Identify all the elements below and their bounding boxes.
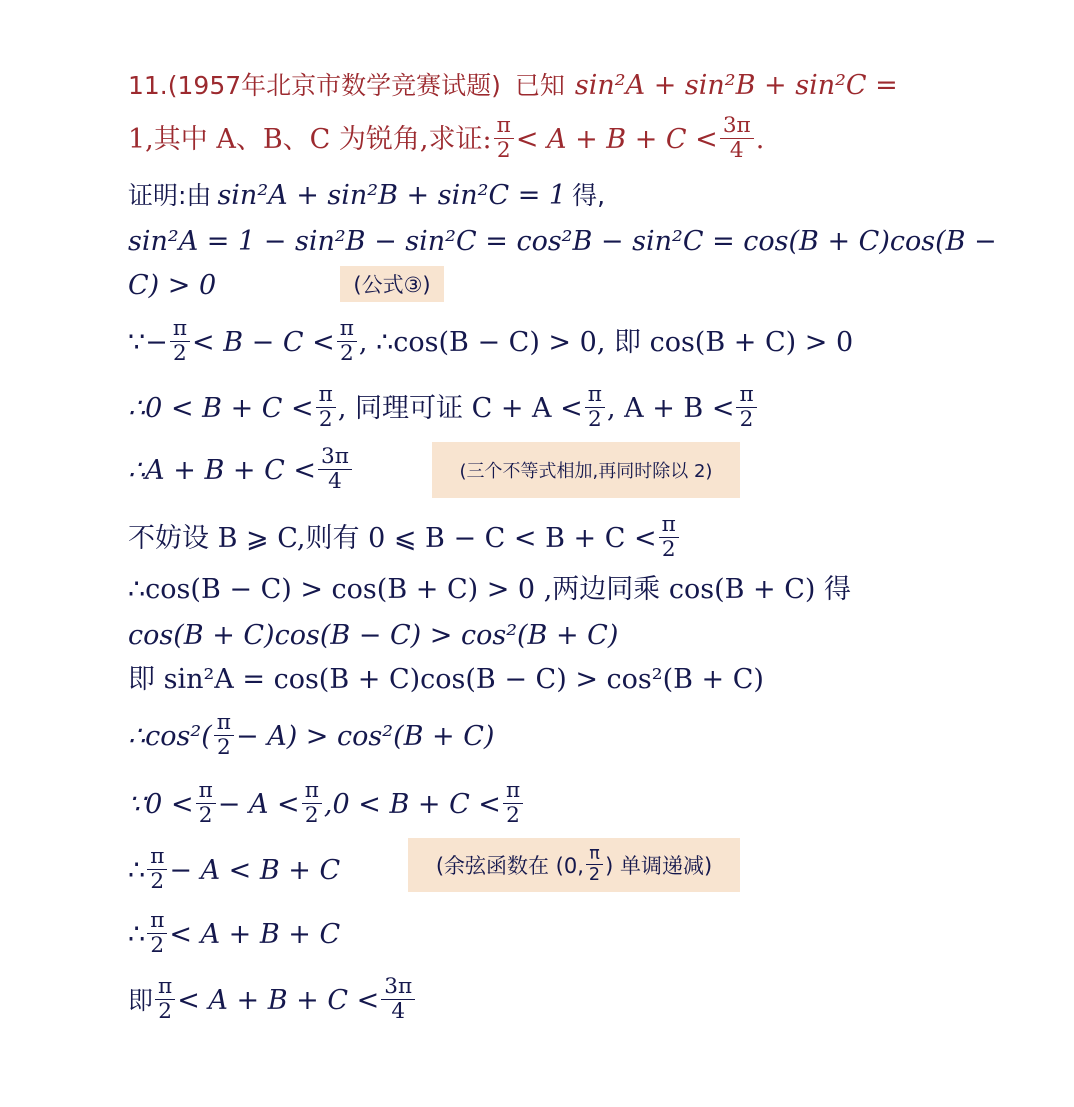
proof-line-4: ∵− $\frac{\pi}{2}$ < B − C < $\frac{\pi}{2}$ , ∴cos(B − C) > 0, 即 cos(B + C) > 0 <box>128 316 854 366</box>
proof-line-2: sin²A = 1 − sin²B − sin²C = cos²B − sin²C = cos(B + C)cos(B − <box>128 226 997 257</box>
problem-known: 已知 <box>514 71 565 100</box>
problem-condition-cont: 1,其中 A、B、C 为锐角,求证: <box>128 123 492 155</box>
note-formula-3: (公式③) <box>340 266 444 302</box>
fraction-3pi-over-4: $\frac{3\pi}{4}$ <box>720 115 754 164</box>
proof-line-12: ∵0 < $\frac{\pi}{2}$ − A < $\frac{\pi}{2}$ ,0 < B + C < $\frac{\pi}{2}$ <box>128 780 525 829</box>
proof-line-15: 即 $\frac{\pi}{2}$ < A + B + C < $\frac{3\pi}{4}$ <box>128 976 417 1025</box>
proof-line-7: 不妨设 B ⩾ C,则有 0 ⩽ B − C < B + C < $\frac{\pi}{2}$ <box>128 514 681 563</box>
note-add-three: (三个不等式相加,再同时除以 2) <box>432 442 740 498</box>
proof-line-10: 即 sin²A = cos(B + C)cos(B − C) > cos²(B + C) <box>128 664 764 695</box>
proof-line-1: 证明:由 sin²A + sin²B + sin²C = 1 得, <box>128 180 606 211</box>
proof-line-13: ∴ $\frac{\pi}{2}$ − A < B + C <box>128 844 341 894</box>
note-cos-decreasing: (余弦函数在 (0, $\frac{\pi}{2}$ ) 单调递减) <box>408 838 740 892</box>
proof-line-9: cos(B + C)cos(B − C) > cos²(B + C) <box>128 620 619 651</box>
problem-end: . <box>755 123 765 155</box>
proof-line-11: ∴cos²( $\frac{\pi}{2}$ − A) > cos²(B + C) <box>128 710 495 760</box>
proof-line-8: ∴cos(B − C) > cos(B + C) > 0 ,两边同乘 cos(B + C) 得 <box>128 574 852 605</box>
proof-line-5: ∴0 < B + C < $\frac{\pi}{2}$ , 同理可证 C + A < $\frac{\pi}{2}$ , A + B < $\frac{\pi}{2}$ <box>128 384 759 433</box>
problem-line-1 <box>128 72 898 99</box>
proof-line-3: C) > 0 <box>128 270 217 301</box>
proof-line-6: ∴A + B + C < $\frac{3\pi}{4}$ <box>128 446 354 495</box>
problem-source: 11.(1957年北京市数学竞赛试题) <box>128 71 501 100</box>
proof-line-14: ∴ $\frac{\pi}{2}$ < A + B + C <box>128 908 341 958</box>
problem-middle: < A + B + C < <box>515 123 718 155</box>
problem-condition: sin²A + sin²B + sin²C = <box>574 70 898 101</box>
problem-line-2 <box>128 115 764 164</box>
fraction-pi-over-2: $\frac{\pi}{2}$ <box>494 115 514 164</box>
